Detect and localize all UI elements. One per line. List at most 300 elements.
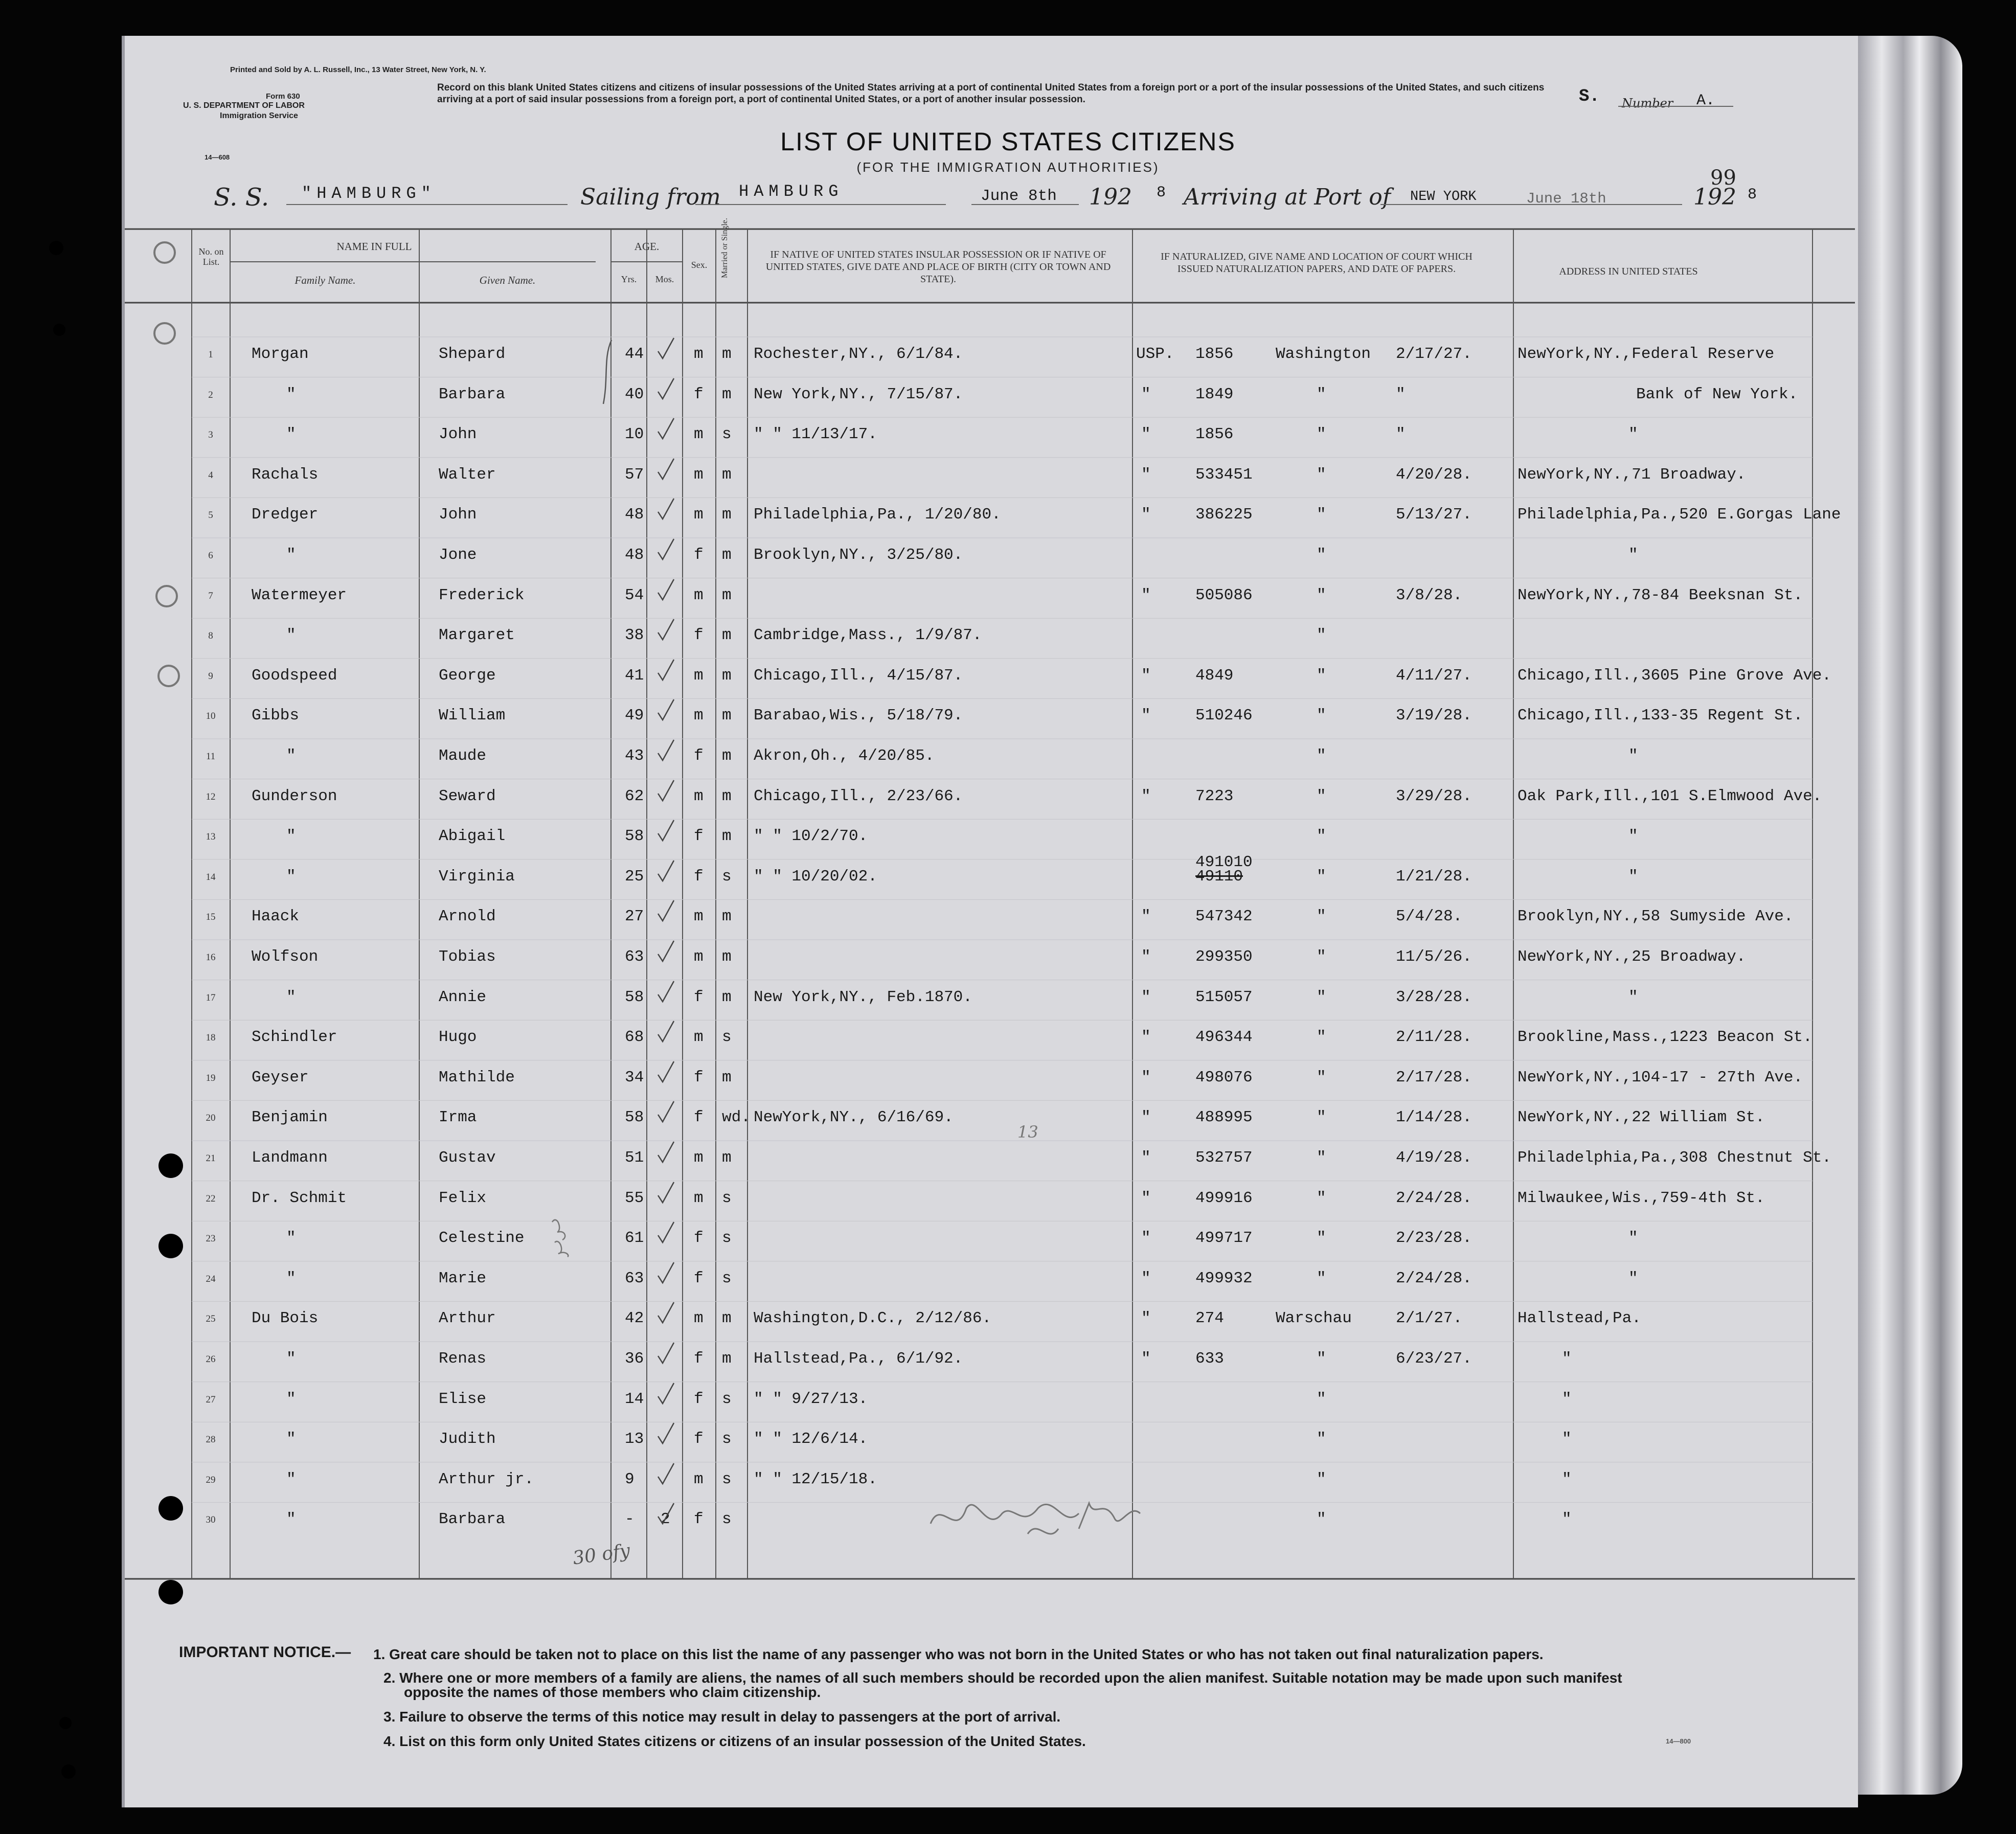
row-given-name: John (439, 506, 477, 524)
row-naturalized-prefix: " (1141, 1149, 1151, 1167)
row-age: 49 (625, 707, 644, 725)
row-address: " (1562, 1470, 1572, 1488)
row-court: " (1317, 1229, 1326, 1248)
check-mark-icon (655, 336, 676, 361)
row-family-name: Rachals (252, 465, 319, 484)
row-given-name: Maude (439, 747, 487, 765)
row-naturalization-date: " (1396, 425, 1406, 444)
row-given-name: William (439, 707, 506, 725)
row-number: 16 (206, 952, 216, 963)
row-naturalized-prefix: " (1141, 1229, 1151, 1248)
row-number: 14 (206, 871, 216, 882)
row-naturalization-number: 1856 (1195, 425, 1234, 444)
row-given-name: Gustav (439, 1149, 496, 1167)
row-family-name: Gibbs (252, 707, 300, 725)
row-address: " (1562, 1390, 1572, 1408)
row-number: 6 (208, 550, 213, 561)
row-marital: s (722, 425, 732, 444)
check-mark-icon (655, 979, 676, 1005)
row-court: " (1317, 1108, 1326, 1127)
row-number: 3 (208, 429, 213, 441)
row-sex: m (694, 707, 704, 725)
row-age: 43 (625, 747, 644, 765)
row-sex: f (694, 1068, 704, 1086)
check-mark-icon (655, 1461, 676, 1487)
check-mark-icon (655, 1180, 676, 1206)
row-marital: m (722, 827, 732, 846)
row-number: 9 (208, 670, 213, 682)
row-naturalization-number: 499932 (1195, 1269, 1253, 1287)
row-family-name: " (286, 425, 296, 444)
row-marital: s (722, 867, 732, 886)
row-naturalized-prefix: " (1141, 385, 1151, 403)
row-family-name: Dr. Schmit (252, 1189, 347, 1207)
row-naturalization-date: 3/29/28. (1396, 787, 1472, 805)
check-mark-icon (655, 898, 676, 924)
row-court: " (1317, 1068, 1326, 1086)
row-sex: m (694, 787, 704, 805)
row-number: 1 (208, 349, 213, 360)
col-address: ADDRESS IN UNITED STATES (1559, 266, 1698, 277)
check-mark-icon (655, 1381, 676, 1407)
row-number: 17 (206, 992, 216, 1003)
row-address: " (1628, 1229, 1638, 1248)
footer-code: 14—800 (1666, 1737, 1691, 1745)
row-marital: m (722, 787, 732, 805)
row-marital: m (722, 465, 732, 484)
row-age: 42 (625, 1309, 644, 1328)
row-family-name: Landmann (252, 1149, 328, 1167)
row-given-name: Jone (439, 546, 477, 564)
row-naturalization-number: 7223 (1195, 787, 1234, 805)
row-family-name: Wolfson (252, 948, 319, 966)
row-birth-info: " " 11/13/17. (754, 425, 877, 444)
row-age: 57 (625, 465, 644, 484)
row-court: " (1317, 1269, 1326, 1287)
check-mark-icon (655, 1099, 676, 1125)
row-sex: f (694, 827, 704, 846)
row-address: " (1628, 747, 1638, 765)
row-naturalized-prefix: " (1141, 1108, 1151, 1127)
row-sex: m (694, 506, 704, 524)
row-naturalization-number: 386225 (1195, 506, 1253, 524)
row-sex: f (694, 1510, 704, 1529)
row-age: 58 (625, 827, 644, 846)
row-address: " (1628, 988, 1638, 1006)
row-birth-info: Washington,D.C., 2/12/86. (754, 1309, 992, 1328)
row-months: 2 (661, 1510, 670, 1529)
col-birth: IF NATIVE OF UNITED STATES INSULAR POSSESSION OR IF NATIVE OF UNITED STATES, GIVE DATE AND PLACE OF BIRTH (CITY OR TOWN AND STATE). (765, 249, 1111, 285)
row-birth-info: " " 12/15/18. (754, 1470, 877, 1488)
year-suffix-1: 8 (1157, 184, 1166, 201)
year-suffix-2: 8 (1748, 186, 1757, 203)
col-married: Married or Single. (720, 218, 729, 278)
row-naturalization-number: 496344 (1195, 1028, 1253, 1047)
check-mark-icon (655, 1260, 676, 1286)
row-naturalization-date: 1/21/28. (1396, 867, 1472, 886)
row-family-name: Benjamin (252, 1108, 328, 1127)
row-number: 10 (206, 711, 216, 722)
check-mark-icon (655, 496, 676, 522)
row-number: 12 (206, 791, 216, 802)
row-family-name: " (286, 1269, 296, 1287)
row-family-name: Geyser (252, 1068, 309, 1086)
row-sex: m (694, 465, 704, 484)
row-naturalization-date: " (1396, 385, 1406, 403)
check-mark-icon (655, 1220, 676, 1246)
row-given-name: Virginia (439, 867, 515, 886)
row-age: 48 (625, 506, 644, 524)
row-family-name: " (286, 867, 296, 886)
row-court: " (1317, 1350, 1326, 1368)
row-address: NewYork,NY.,104-17 - 27th Ave. (1517, 1068, 1803, 1086)
check-mark-icon (655, 416, 676, 442)
row-given-name: Mathilde (439, 1068, 515, 1086)
sailing-label: Sailing from (580, 184, 721, 210)
row-naturalization-date: 1/14/28. (1396, 1108, 1472, 1127)
row-given-name: Arnold (439, 908, 496, 926)
row-address: Hallstead,Pa. (1517, 1309, 1641, 1328)
col-naturalized: IF NATURALIZED, GIVE NAME AND LOCATION OF COURT WHICH ISSUED NATURALIZATION PAPERS, AND DATE OF PAPERS. (1161, 251, 1473, 275)
row-marital: s (722, 1470, 732, 1488)
row-naturalization-date: 3/19/28. (1396, 707, 1472, 725)
row-number: 13 (206, 831, 216, 843)
ship-name: "HAMBURG" (302, 184, 436, 203)
check-mark-icon (655, 577, 676, 603)
check-mark-icon (655, 1421, 676, 1446)
row-age: - (625, 1510, 635, 1529)
row-given-name: Renas (439, 1350, 487, 1368)
row-given-name: Judith (439, 1430, 496, 1448)
row-court: " (1317, 626, 1326, 645)
row-family-name: Dredger (252, 506, 319, 524)
row-sex: m (694, 666, 704, 685)
row-number: 22 (206, 1193, 216, 1204)
check-mark-icon (655, 1019, 676, 1045)
row-family-name: " (286, 1350, 296, 1368)
row-family-name: Haack (252, 908, 300, 926)
row-marital: s (722, 1229, 732, 1248)
row-given-name: Barbara (439, 1510, 506, 1529)
col-yrs: Yrs. (621, 274, 637, 284)
row-number: 27 (206, 1394, 216, 1405)
row-family-name: " (286, 747, 296, 765)
row-number: 7 (208, 590, 213, 601)
row-marital: m (722, 988, 732, 1006)
row-naturalization-number: 274 (1195, 1309, 1224, 1328)
row-number: 18 (206, 1032, 216, 1044)
row-given-name: Arthur jr. (439, 1470, 534, 1488)
number-label: Number (1622, 96, 1673, 110)
row-naturalized-prefix: " (1141, 465, 1151, 484)
check-mark-icon (655, 1140, 676, 1165)
row-number: 28 (206, 1434, 216, 1445)
page-title: LIST OF UNITED STATES CITIZENS (780, 127, 1236, 156)
row-sex: f (694, 1390, 704, 1408)
row-naturalized-prefix: " (1141, 666, 1151, 685)
notice-item-4: 4. List on this form only United States citizens or citizens of an insular possession of the United States. (383, 1733, 1086, 1749)
row-given-name: Margaret (439, 626, 515, 645)
row-age: 41 (625, 666, 644, 685)
row-age: 9 (625, 1470, 635, 1488)
row-family-name: " (286, 1390, 296, 1408)
row-age: 63 (625, 1269, 644, 1287)
row-number: 25 (206, 1314, 216, 1325)
row-court: " (1317, 1430, 1326, 1448)
row-address: Brookline,Mass.,1223 Beacon St. (1517, 1028, 1813, 1047)
number-prefix: S. (1579, 87, 1600, 106)
margin-initials (547, 1212, 578, 1258)
row-marital: s (722, 1430, 732, 1448)
row-marital: m (722, 345, 732, 363)
row-sex: m (694, 1189, 704, 1207)
row-naturalization-number: 547342 (1195, 908, 1253, 926)
check-mark-icon (655, 617, 676, 643)
row-court: " (1317, 787, 1326, 805)
row-family-name: " (286, 1510, 296, 1529)
row-court: " (1317, 908, 1326, 926)
row-address: " (1628, 867, 1638, 886)
sailing-from: HAMBURG (739, 182, 844, 201)
row-address: " (1562, 1510, 1572, 1529)
row-marital: s (722, 1189, 732, 1207)
sailing-date: June 8th (981, 187, 1057, 205)
row-birth-info: Rochester,NY., 6/1/84. (754, 345, 963, 363)
row-given-name: George (439, 666, 496, 685)
row-naturalized-prefix: " (1141, 988, 1151, 1006)
form-number: Form 630 (266, 92, 300, 101)
service: Immigration Service (220, 111, 298, 120)
row-age: 27 (625, 908, 644, 926)
row-marital: s (722, 1510, 732, 1529)
col-family-name: Family Name. (295, 274, 356, 286)
row-age: 48 (625, 546, 644, 564)
row-naturalized-prefix: " (1141, 1269, 1151, 1287)
row-court: " (1317, 1510, 1326, 1529)
row-given-name: Annie (439, 988, 487, 1006)
row-age: 51 (625, 1149, 644, 1167)
row-age: 63 (625, 948, 644, 966)
row-family-name: " (286, 1430, 296, 1448)
row-given-name: John (439, 425, 477, 444)
row-given-name: Walter (439, 465, 496, 484)
row-given-name: Arthur (439, 1309, 496, 1328)
row-age: 14 (625, 1390, 644, 1408)
row-birth-info: Cambridge,Mass., 1/9/87. (754, 626, 982, 645)
row-address: NewYork,NY.,71 Broadway. (1517, 465, 1746, 484)
row-marital: m (722, 1149, 732, 1167)
row-marital: m (722, 586, 732, 604)
check-mark-icon (655, 697, 676, 723)
row-family-name: " (286, 385, 296, 403)
row-sex: f (694, 747, 704, 765)
row-naturalized-prefix: " (1141, 586, 1151, 604)
row-naturalization-date: 2/1/27. (1396, 1309, 1463, 1328)
row-age: 68 (625, 1028, 644, 1047)
row-birth-info: Brooklyn,NY., 3/25/80. (754, 546, 963, 564)
row-sex: m (694, 948, 704, 966)
row-given-name: Hugo (439, 1028, 477, 1047)
row-address: Chicago,Ill.,133-35 Regent St. (1517, 707, 1803, 725)
row-birth-info: Philadelphia,Pa., 1/20/80. (754, 506, 1001, 524)
row-number: 23 (206, 1233, 216, 1244)
row-address: Oak Park,Ill.,101 S.Elmwood Ave. (1517, 787, 1822, 805)
row-number: 5 (208, 510, 213, 521)
row-naturalized-prefix: USP. (1136, 345, 1174, 363)
row-court: " (1317, 546, 1326, 564)
row-address: NewYork,NY.,78-84 Beeksnan St. (1517, 586, 1803, 604)
row-naturalization-number: 488995 (1195, 1108, 1253, 1127)
row-naturalization-number: 299350 (1195, 948, 1253, 966)
row-address: Brooklyn,NY.,58 Sumyside Ave. (1517, 908, 1794, 926)
row-age: 58 (625, 988, 644, 1006)
row-sex: f (694, 546, 704, 564)
row-birth-info: Hallstead,Pa., 6/1/92. (754, 1350, 963, 1368)
page-number: 99 (1710, 166, 1736, 190)
row-naturalization-date: 5/4/28. (1396, 908, 1463, 926)
row-age: 58 (625, 1108, 644, 1127)
row-family-name: " (286, 1470, 296, 1488)
row-naturalization-date: 2/17/28. (1396, 1068, 1472, 1086)
row-number: 29 (206, 1474, 216, 1485)
row-sex: f (694, 1350, 704, 1368)
row-naturalization-number: 515057 (1195, 988, 1253, 1006)
row-naturalization-number: 532757 (1195, 1149, 1253, 1167)
row-sex: f (694, 385, 704, 403)
row-court: " (1317, 948, 1326, 966)
row-birth-info: Chicago,Ill., 2/23/66. (754, 787, 963, 805)
row-sex: m (694, 425, 704, 444)
row-given-name: Tobias (439, 948, 496, 966)
row-family-name: " (286, 626, 296, 645)
row-address: Milwaukee,Wis.,759-4th St. (1517, 1189, 1765, 1207)
row-sex: m (694, 586, 704, 604)
row-naturalization-date: 4/19/28. (1396, 1149, 1472, 1167)
row-marital: m (722, 1068, 732, 1086)
row-sex: m (694, 1309, 704, 1328)
row-family-name: Schindler (252, 1028, 337, 1047)
row-sex: f (694, 1108, 704, 1127)
row-birth-info: New York,NY., Feb.1870. (754, 988, 972, 1006)
row-birth-info: " " 10/20/02. (754, 867, 877, 886)
row-number: 30 (206, 1514, 216, 1526)
notice-label: IMPORTANT NOTICE.— (179, 1644, 351, 1661)
row-court: " (1317, 385, 1326, 403)
row-naturalized-prefix: " (1141, 1068, 1151, 1086)
row-birth-info: NewYork,NY., 6/16/69. (754, 1108, 954, 1127)
col-no: No. on List. (198, 246, 224, 267)
page-subtitle: (FOR THE IMMIGRATION AUTHORITIES) (856, 160, 1160, 175)
check-mark-icon (655, 738, 676, 763)
col-mos: Mos. (655, 274, 674, 284)
year-prefix-2: 192 (1693, 184, 1736, 210)
row-naturalization-number: 1856 (1195, 345, 1234, 363)
arrival-date: June 18th (1526, 190, 1606, 207)
row-given-name: Shepard (439, 345, 506, 363)
row-address: " (1562, 1430, 1572, 1448)
row-court: " (1317, 1028, 1326, 1047)
row-age: 61 (625, 1229, 644, 1248)
row-birth-info: Chicago,Ill., 4/15/87. (754, 666, 963, 685)
row-naturalized-prefix: " (1141, 948, 1151, 966)
check-mark-icon (655, 1059, 676, 1085)
notice-item-2: 2. Where one or more members of a family are aliens, the names of all such members should be recorded upon the alien manifest. Suitable notation may be made upon such manifest (383, 1670, 1622, 1686)
row-birth-info: " " 12/6/14. (754, 1430, 868, 1448)
check-mark-icon (655, 537, 676, 562)
row-naturalization-date: 11/5/26. (1396, 948, 1472, 966)
row-naturalization-date: 3/8/28. (1396, 586, 1463, 604)
row-naturalization-number: 1849 (1195, 385, 1234, 403)
row-given-name: Barbara (439, 385, 506, 403)
notice-item-3: 3. Failure to observe the terms of this notice may result in delay to passengers at the port of arrival. (383, 1709, 1061, 1725)
col-age: AGE. (634, 240, 660, 253)
row-court: " (1317, 1470, 1326, 1488)
row-court: " (1317, 988, 1326, 1006)
row-address: " (1562, 1350, 1572, 1368)
row-age: 13 (625, 1430, 644, 1448)
row-given-name: Celestine (439, 1229, 525, 1248)
row-address: " (1628, 425, 1638, 444)
row-naturalized-prefix: " (1141, 1350, 1151, 1368)
row-address: Philadelphia,Pa.,308 Chestnut St. (1517, 1149, 1831, 1167)
row-number: 24 (206, 1273, 216, 1284)
row-birth-info: New York,NY., 7/15/87. (754, 385, 963, 403)
row-sex: m (694, 1028, 704, 1047)
check-mark-icon (655, 658, 676, 683)
row-naturalization-date: 3/28/28. (1396, 988, 1472, 1006)
printer-line: Printed and Sold by A. L. Russell, Inc., 13 Water Street, New York, N. Y. (230, 65, 486, 74)
row-naturalized-prefix: " (1141, 787, 1151, 805)
row-naturalization-number: 498076 (1195, 1068, 1253, 1086)
row-naturalization-number: 499916 (1195, 1189, 1253, 1207)
row-court: " (1317, 1149, 1326, 1167)
row-address: NewYork,NY.,25 Broadway. (1517, 948, 1746, 966)
number-value: A. (1696, 92, 1715, 109)
row-marital: s (722, 1028, 732, 1047)
row-sex: m (694, 345, 704, 363)
row-marital: m (722, 948, 732, 966)
row-marital: m (722, 546, 732, 564)
row-naturalization-date: 2/17/27. (1396, 345, 1472, 363)
row-given-name: Frederick (439, 586, 525, 604)
row-family-name: " (286, 1229, 296, 1248)
row-birth-info: Akron,Oh., 4/20/85. (754, 747, 935, 765)
row-family-name: Morgan (252, 345, 309, 363)
row-naturalization-date: 2/24/28. (1396, 1189, 1472, 1207)
row-number: 8 (208, 630, 213, 642)
row-given-name: Elise (439, 1390, 487, 1408)
row-court: " (1317, 586, 1326, 604)
year-prefix-1: 192 (1089, 184, 1132, 210)
row-court: " (1317, 747, 1326, 765)
row-naturalized-prefix: " (1141, 908, 1151, 926)
row-naturalized-prefix: " (1141, 707, 1151, 725)
row-age: 44 (625, 345, 644, 363)
row-sex: f (694, 988, 704, 1006)
check-mark-icon (655, 858, 676, 884)
row-naturalization-number: 499717 (1195, 1229, 1253, 1248)
check-mark-icon (655, 376, 676, 402)
row-number: 21 (206, 1153, 216, 1164)
row-address: NewYork,NY.,22 William St. (1517, 1108, 1765, 1127)
row-address: NewYork,NY.,Federal Reserve (1517, 345, 1775, 363)
row-naturalization-number: 4849 (1195, 666, 1234, 685)
department: U. S. DEPARTMENT OF LABOR (183, 101, 305, 110)
row-given-name: Irma (439, 1108, 477, 1127)
row-sex: f (694, 1430, 704, 1448)
row-naturalization-number: 510246 (1195, 707, 1253, 725)
row-address: " (1628, 1269, 1638, 1287)
